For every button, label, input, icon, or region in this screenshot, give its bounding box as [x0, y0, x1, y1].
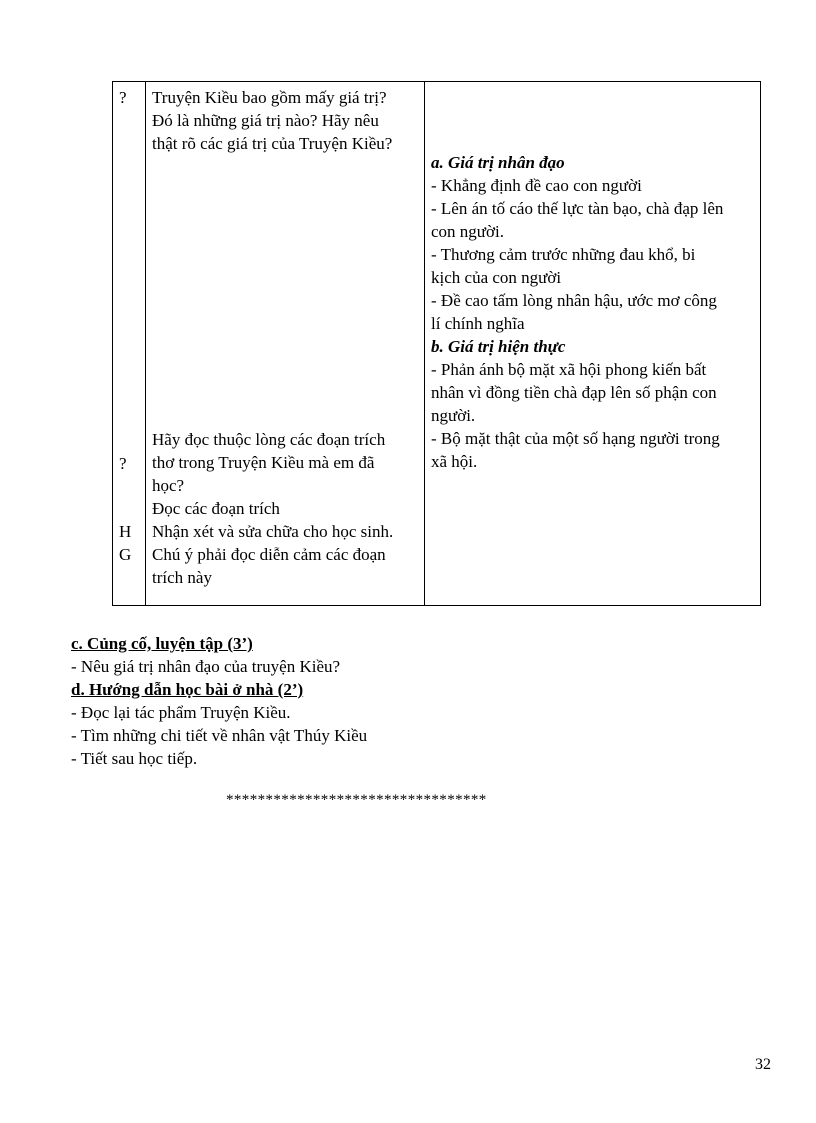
teacher-mark: G — [119, 545, 132, 564]
question-line: Truyện Kiều bao gồm mấy giá trị? — [152, 88, 387, 107]
lesson-table — [112, 81, 761, 606]
question-line: Chú ý phải đọc diễn cảm các đoạn — [152, 545, 386, 564]
humanist-heading: a. Giá trị nhân đạo — [431, 153, 565, 172]
realist-heading: b. Giá trị hiện thực — [431, 337, 566, 356]
section-item: - Đọc lại tác phẩm Truyện Kiều. — [71, 703, 291, 722]
section-item: - Nêu giá trị nhân đạo của truyện Kiều? — [71, 657, 341, 676]
question-line: Hãy đọc thuộc lòng các đoạn trích — [152, 430, 386, 449]
question-line: thơ trong Truyện Kiều mà em đã — [152, 453, 375, 472]
question-line: Nhận xét và sửa chữa cho học sinh. — [152, 522, 394, 541]
asterisk-separator: ********************************* — [226, 792, 487, 808]
question-line: Đó là những giá trị nào? Hãy nêu — [152, 111, 379, 130]
answer-line: - Thương cảm trước những đau khổ, bi — [431, 245, 696, 264]
homework-section — [71, 678, 771, 770]
answer-line: con người. — [431, 222, 504, 241]
question-mark: ? — [119, 454, 127, 473]
answer-line: người. — [431, 406, 476, 425]
section-item: - Tiết sau học tiếp. — [71, 749, 198, 768]
answer-line: - Bộ mặt thật của một số hạng người trong — [431, 429, 720, 448]
answer-line: - Phản ánh bộ mặt xã hội phong kiến bất — [431, 360, 707, 379]
consolidation-section — [71, 632, 771, 678]
answer-line: - Đề cao tấm lòng nhân hậu, ước mơ công — [431, 291, 717, 310]
answer-line: xã hội. — [431, 452, 478, 471]
question-line: trích này — [152, 568, 212, 587]
section-item: - Tìm những chi tiết về nhân vật Thúy Kiều — [71, 726, 368, 745]
answer-line: - Lên án tố cáo thế lực tàn bạo, chà đạp lên — [431, 199, 724, 218]
teacher-mark: H — [119, 522, 132, 541]
question-line: thật rõ các giá trị của Truyện Kiều? — [152, 134, 393, 153]
answer-line: kịch của con người — [431, 268, 562, 287]
section-heading: d. Hướng dẫn học bài ở nhà (2’) — [71, 680, 304, 699]
page-number: 32 — [755, 1056, 771, 1073]
answer-line: nhân vì đồng tiền chà đạp lên số phận con — [431, 383, 717, 402]
answer-line: - Khẳng định đề cao con người — [431, 176, 642, 195]
answer-column — [425, 82, 761, 605]
question-mark: ? — [119, 88, 127, 107]
mark-column — [113, 82, 145, 605]
question-column — [146, 82, 424, 605]
question-line: học? — [152, 476, 185, 495]
question-line: Đọc các đoạn trích — [152, 499, 280, 518]
section-heading: c. Củng cố, luyện tập (3’) — [71, 634, 253, 653]
answer-line: lí chính nghĩa — [431, 314, 525, 333]
